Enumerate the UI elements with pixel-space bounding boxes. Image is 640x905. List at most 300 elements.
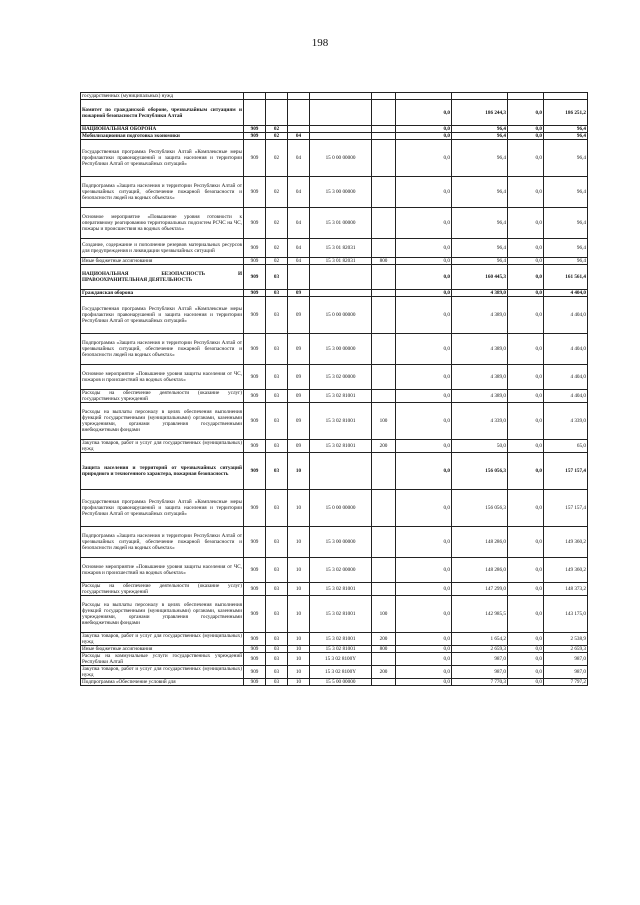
amount-cell: 4 389,0 <box>452 390 508 403</box>
target-article-code: 15 3 02 81001 <box>310 583 372 596</box>
grbs-code: 909 <box>244 646 266 653</box>
grbs-code: 909 <box>244 239 266 258</box>
amount-cell: 0,0 <box>396 440 452 453</box>
amount-cell: 0,0 <box>396 100 452 126</box>
amount-cell: 96,4 <box>452 177 508 208</box>
amount-cell: 0,0 <box>508 440 544 453</box>
amount-cell: 148 286,0 <box>452 558 508 583</box>
amount-cell: 0,0 <box>396 646 452 653</box>
target-article-code: 15 3 02 81001 <box>310 646 372 653</box>
table-row <box>81 403 588 440</box>
amount-cell: 0,0 <box>396 208 452 239</box>
amount-cell: 186 251,2 <box>544 100 588 126</box>
expense-type-code: 800 <box>372 646 396 653</box>
section-code: 03 <box>266 596 288 633</box>
amount-cell: 0,0 <box>508 297 544 334</box>
section-code: 02 <box>266 126 288 133</box>
row-name: Закупка товаров, работ и услуг для государственных (муниципальных) нужд <box>82 666 242 678</box>
amount-cell: 160 445,3 <box>452 265 508 290</box>
grbs-code: 909 <box>244 208 266 239</box>
target-article-code <box>310 100 372 126</box>
amount-cell: 156 056,3 <box>452 490 508 527</box>
expense-type-code <box>372 490 396 527</box>
row-name: Основное мероприятие «Повышение уровня защиты населения от ЧС, пожаров и происшествий на водных объектах» <box>81 365 244 390</box>
section-code: 03 <box>266 633 288 646</box>
expense-type-code <box>372 290 396 297</box>
amount-cell: 0,0 <box>508 453 544 490</box>
row-name: Подпрограмма «Защита населения и территории Республики Алтай от чрезвычайных ситуаций, обеспечение пожарной безопасности и безопасности людей на водных объектах» <box>81 177 244 208</box>
grbs-code: 909 <box>244 666 266 679</box>
amount-cell: 96,4 <box>544 126 588 133</box>
section-code: 03 <box>266 583 288 596</box>
row-name: Подпрограмма «Защита населения и территории Республики Алтай от чрезвычайных ситуаций, обеспечение пожарной безопасности и безопасности людей на водных объектах» <box>81 334 244 365</box>
section-code: 03 <box>266 666 288 679</box>
amount-cell: 0,0 <box>396 633 452 646</box>
amount-cell: 0,0 <box>508 365 544 390</box>
amount-cell: 0,0 <box>508 177 544 208</box>
subsection-code: 09 <box>288 297 310 334</box>
amount-cell: 96,4 <box>452 133 508 140</box>
amount-cell: 0,0 <box>508 679 544 686</box>
expense-type-code <box>372 208 396 239</box>
row-name: Основное мероприятие «Повышение уровня защиты населения от ЧС, пожаров и происшествий на водных объектах» <box>81 558 244 583</box>
amount-cell: 0,0 <box>396 666 452 679</box>
expense-type-code <box>372 334 396 365</box>
section-code: 03 <box>266 265 288 290</box>
grbs-code: 909 <box>244 133 266 140</box>
table-row <box>81 666 588 679</box>
amount-cell: 0,0 <box>508 527 544 558</box>
amount-cell: 0,0 <box>396 453 452 490</box>
grbs-code: 909 <box>244 596 266 633</box>
grbs-code: 909 <box>244 679 266 686</box>
row-name: Расходы на обеспечение деятельности (оказание услуг) государственных учреждений <box>82 390 242 402</box>
target-article-code <box>310 453 372 490</box>
amount-cell: 161 561,4 <box>544 265 588 290</box>
row-name: НАЦИОНАЛЬНАЯ БЕЗОПАСНОСТЬ И ПРАВООХРАНИТЕЛЬНАЯ ДЕЯТЕЛЬНОСТЬ <box>81 265 244 290</box>
amount-cell <box>544 93 588 100</box>
table-row <box>81 100 588 126</box>
table-row <box>81 490 588 527</box>
section-code: 02 <box>266 208 288 239</box>
budget-table <box>80 92 588 686</box>
section-code: 03 <box>266 390 288 403</box>
amount-cell: 149 360,2 <box>544 558 588 583</box>
subsection-code <box>288 93 310 100</box>
grbs-code: 909 <box>244 490 266 527</box>
amount-cell: 147 299,0 <box>452 583 508 596</box>
amount-cell: 4 339,0 <box>544 403 588 440</box>
amount-cell: 0,0 <box>508 583 544 596</box>
amount-cell: 96,4 <box>452 126 508 133</box>
amount-cell: 0,0 <box>508 666 544 679</box>
table-row <box>81 265 588 290</box>
amount-cell: 0,0 <box>508 265 544 290</box>
row-name: Расходы на коммунальные услуги государственных учреждений Республики Алтай <box>82 653 242 665</box>
amount-cell: 7 797,2 <box>544 679 588 686</box>
expense-type-code <box>372 100 396 126</box>
amount-cell: 149 360,2 <box>544 527 588 558</box>
amount-cell: 0,0 <box>396 133 452 140</box>
subsection-code: 10 <box>288 490 310 527</box>
table-row <box>81 208 588 239</box>
row-name: Создание, содержание и пополнение резервов материальных ресурсов для предупреждения и ликвидации чрезвычайных ситуаций <box>81 239 244 258</box>
target-article-code: 15 3 02 00000 <box>310 558 372 583</box>
table-row <box>81 297 588 334</box>
grbs-code: 909 <box>244 297 266 334</box>
amount-cell: 0,0 <box>508 290 544 297</box>
amount-cell: 0,0 <box>396 583 452 596</box>
section-code: 03 <box>266 290 288 297</box>
row-name: Гражданская оборона <box>81 290 244 297</box>
target-article-code: 15 5 00 00000 <box>310 679 372 686</box>
expense-type-code <box>372 265 396 290</box>
section-code: 03 <box>266 334 288 365</box>
grbs-code: 909 <box>244 403 266 440</box>
table-row <box>81 93 588 100</box>
row-name: Государственная программа Республики Алтай «Комплексные меры профилактики правонарушений и защита населения и территории Республики Алтай от чрезвычайных ситуаций» <box>81 297 244 334</box>
target-article-code <box>310 133 372 140</box>
grbs-code: 909 <box>244 558 266 583</box>
amount-cell: 987,0 <box>544 653 588 666</box>
amount-cell: 0,0 <box>508 140 544 177</box>
amount-cell: 142 985,5 <box>452 596 508 633</box>
section-code: 03 <box>266 653 288 666</box>
target-article-code: 15 3 01 00000 <box>310 208 372 239</box>
subsection-code <box>288 126 310 133</box>
amount-cell: 4 389,0 <box>452 297 508 334</box>
section-code: 03 <box>266 646 288 653</box>
table-row <box>81 596 588 633</box>
expense-type-code: 100 <box>372 403 396 440</box>
expense-type-code: 200 <box>372 633 396 646</box>
table-row <box>81 633 588 646</box>
target-article-code: 15 3 01 82031 <box>310 239 372 258</box>
amount-cell: 96,4 <box>544 239 588 258</box>
section-code <box>266 100 288 126</box>
target-article-code <box>310 290 372 297</box>
amount-cell: 4 404,0 <box>544 365 588 390</box>
table-row <box>81 365 588 390</box>
expense-type-code <box>372 527 396 558</box>
amount-cell: 96,4 <box>544 177 588 208</box>
subsection-code: 10 <box>288 527 310 558</box>
target-article-code: 15 3 02 8100Y <box>310 666 372 679</box>
amount-cell: 0,0 <box>396 265 452 290</box>
amount-cell: 2 659,3 <box>452 646 508 653</box>
target-article-code: 15 3 00 00000 <box>310 527 372 558</box>
section-code: 02 <box>266 177 288 208</box>
amount-cell: 0,0 <box>396 334 452 365</box>
expense-type-code <box>372 140 396 177</box>
table-row <box>81 653 588 666</box>
subsection-code: 04 <box>288 208 310 239</box>
table-row <box>81 558 588 583</box>
expense-type-code: 100 <box>372 596 396 633</box>
table-row <box>81 679 588 686</box>
section-code: 03 <box>266 365 288 390</box>
amount-cell: 0,0 <box>508 646 544 653</box>
row-name: Расходы на выплаты персоналу в целях обеспечения выполнения функций государственными (муниципальными) органами, казенными учреждениями, органами управления государственными внебюджетными фондами <box>81 596 244 633</box>
table-body <box>81 93 588 686</box>
amount-cell: 0,0 <box>508 133 544 140</box>
subsection-code: 10 <box>288 583 310 596</box>
amount-cell: 987,0 <box>452 653 508 666</box>
subsection-code: 09 <box>288 390 310 403</box>
amount-cell: 0,0 <box>396 365 452 390</box>
subsection-code: 10 <box>288 453 310 490</box>
amount-cell: 65,0 <box>544 440 588 453</box>
target-article-code: 15 3 02 8100Y <box>310 653 372 666</box>
subsection-code: 10 <box>288 596 310 633</box>
amount-cell <box>452 93 508 100</box>
grbs-code <box>244 100 266 126</box>
row-name: Расходы на выплаты персоналу в целях обеспечения выполнения функций государственными (муниципальными) органами, казенными учреждениями, органами управления государственными внебюджетными фондами <box>81 403 244 440</box>
subsection-code <box>288 100 310 126</box>
amount-cell: 148 286,0 <box>452 527 508 558</box>
target-article-code: 15 3 02 81001 <box>310 633 372 646</box>
amount-cell: 4 389,0 <box>452 334 508 365</box>
target-article-code: 15 3 00 00000 <box>310 177 372 208</box>
expense-type-code <box>372 583 396 596</box>
amount-cell: 50,0 <box>452 440 508 453</box>
amount-cell: 4 389,0 <box>452 365 508 390</box>
amount-cell: 0,0 <box>508 390 544 403</box>
row-name: Расходы на обеспечение деятельности (оказание услуг) государственных учреждений <box>82 583 242 595</box>
amount-cell: 96,4 <box>544 258 588 265</box>
row-name: Основное мероприятие «Повышение уровня готовности к оперативному реагированию территориальных подсистем РСЧС на ЧС, пожары и происшествия на водных объектах» <box>81 208 244 239</box>
table-row <box>81 440 588 453</box>
amount-cell: 0,0 <box>508 126 544 133</box>
amount-cell: 987,0 <box>452 666 508 679</box>
grbs-code: 909 <box>244 390 266 403</box>
subsection-code: 10 <box>288 646 310 653</box>
row-name: Закупка товаров, работ и услуг для государственных (муниципальных) нужд <box>82 633 242 645</box>
amount-cell: 0,0 <box>396 126 452 133</box>
target-article-code: 15 0 00 00000 <box>310 140 372 177</box>
table-row <box>81 126 588 133</box>
amount-cell: 0,0 <box>396 239 452 258</box>
target-article-code: 15 3 00 00000 <box>310 334 372 365</box>
row-name: Иные бюджетные ассигнования <box>81 646 244 653</box>
amount-cell: 2 659,3 <box>544 646 588 653</box>
subsection-code: 04 <box>288 258 310 265</box>
grbs-code: 909 <box>244 653 266 666</box>
amount-cell: 96,4 <box>544 133 588 140</box>
amount-cell: 0,0 <box>396 290 452 297</box>
amount-cell: 2 538,9 <box>544 633 588 646</box>
table-row <box>81 583 588 596</box>
expense-type-code <box>372 679 396 686</box>
row-name: Мобилизационная подготовка экономики <box>81 133 244 140</box>
amount-cell: 4 404,0 <box>544 290 588 297</box>
expense-type-code <box>372 126 396 133</box>
target-article-code <box>310 93 372 100</box>
amount-cell: 157 157,4 <box>544 453 588 490</box>
target-article-code: 15 3 02 81001 <box>310 390 372 403</box>
subsection-code: 04 <box>288 239 310 258</box>
amount-cell: 0,0 <box>396 297 452 334</box>
target-article-code: 15 3 02 81001 <box>310 596 372 633</box>
amount-cell: 0,0 <box>396 653 452 666</box>
section-code: 03 <box>266 527 288 558</box>
subsection-code: 09 <box>288 403 310 440</box>
subsection-code: 10 <box>288 633 310 646</box>
table-row <box>81 290 588 297</box>
row-name: Подпрограмма «Обеспечение условий для <box>81 679 244 686</box>
amount-cell: 96,4 <box>544 140 588 177</box>
amount-cell: 0,0 <box>396 140 452 177</box>
amount-cell: 987,0 <box>544 666 588 679</box>
table-row <box>81 133 588 140</box>
row-name: Комитет по гражданской обороне, чрезвычайным ситуациям и пожарной безопасности Республики Алтай <box>81 100 244 126</box>
amount-cell: 96,4 <box>452 208 508 239</box>
grbs-code: 909 <box>244 126 266 133</box>
grbs-code: 909 <box>244 334 266 365</box>
amount-cell: 143 175,0 <box>544 596 588 633</box>
expense-type-code <box>372 297 396 334</box>
grbs-code <box>244 93 266 100</box>
section-code: 03 <box>266 403 288 440</box>
grbs-code: 909 <box>244 453 266 490</box>
amount-cell: 7 770,3 <box>452 679 508 686</box>
grbs-code: 909 <box>244 583 266 596</box>
section-code: 03 <box>266 679 288 686</box>
row-name: Подпрограмма «Защита населения и территории Республики Алтай от чрезвычайных ситуаций, обеспечение пожарной безопасности и безопасности людей на водных объектах» <box>81 527 244 558</box>
amount-cell: 0,0 <box>508 208 544 239</box>
amount-cell: 0,0 <box>396 558 452 583</box>
amount-cell: 0,0 <box>508 633 544 646</box>
amount-cell: 0,0 <box>508 239 544 258</box>
grbs-code: 909 <box>244 365 266 390</box>
target-article-code <box>310 126 372 133</box>
grbs-code: 909 <box>244 440 266 453</box>
row-name: Закупка товаров, работ и услуг для государственных (муниципальных) нужд <box>82 440 242 452</box>
subsection-code: 09 <box>288 440 310 453</box>
amount-cell: 0,0 <box>508 558 544 583</box>
amount-cell: 0,0 <box>508 334 544 365</box>
expense-type-code <box>372 133 396 140</box>
amount-cell: 4 339,0 <box>452 403 508 440</box>
amount-cell: 96,4 <box>544 208 588 239</box>
amount-cell: 96,4 <box>452 239 508 258</box>
amount-cell: 1 654,2 <box>452 633 508 646</box>
amount-cell <box>508 93 544 100</box>
amount-cell: 0,0 <box>396 490 452 527</box>
section-code <box>266 93 288 100</box>
target-article-code: 15 3 02 00000 <box>310 365 372 390</box>
target-article-code: 15 0 00 00000 <box>310 490 372 527</box>
expense-type-code <box>372 93 396 100</box>
target-article-code <box>310 265 372 290</box>
target-article-code: 15 3 01 82031 <box>310 258 372 265</box>
table-row <box>81 527 588 558</box>
section-code: 02 <box>266 133 288 140</box>
table-row <box>81 453 588 490</box>
subsection-code: 04 <box>288 133 310 140</box>
expense-type-code <box>372 239 396 258</box>
amount-cell: 156 056,3 <box>452 453 508 490</box>
amount-cell: 0,0 <box>396 390 452 403</box>
subsection-code: 04 <box>288 140 310 177</box>
grbs-code: 909 <box>244 177 266 208</box>
amount-cell: 0,0 <box>396 527 452 558</box>
subsection-code: 10 <box>288 666 310 679</box>
amount-cell: 4 404,0 <box>544 334 588 365</box>
subsection-code: 10 <box>288 558 310 583</box>
section-code: 03 <box>266 440 288 453</box>
row-name: Государственная программа Республики Алтай «Комплексные меры профилактики правонарушений и защита населения и территории Республики Алтай от чрезвычайных ситуаций» <box>81 490 244 527</box>
amount-cell: 186 244,3 <box>452 100 508 126</box>
amount-cell: 0,0 <box>508 596 544 633</box>
amount-cell: 0,0 <box>508 100 544 126</box>
amount-cell: 0,0 <box>396 403 452 440</box>
amount-cell: 0,0 <box>508 258 544 265</box>
amount-cell: 0,0 <box>396 596 452 633</box>
expense-type-code <box>372 177 396 208</box>
row-name: Государственная программа Республики Алтай «Комплексные меры профилактики правонарушений и защита населения и территории Республики Алтай от чрезвычайных ситуаций» <box>81 140 244 177</box>
expense-type-code: 200 <box>372 666 396 679</box>
amount-cell: 4 404,0 <box>544 297 588 334</box>
amount-cell: 4 404,0 <box>544 390 588 403</box>
target-article-code: 15 0 00 00000 <box>310 297 372 334</box>
table-row <box>81 140 588 177</box>
subsection-code: 04 <box>288 177 310 208</box>
amount-cell <box>396 93 452 100</box>
grbs-code: 909 <box>244 140 266 177</box>
grbs-code: 909 <box>244 633 266 646</box>
subsection-code <box>288 265 310 290</box>
subsection-code: 09 <box>288 334 310 365</box>
expense-type-code <box>372 365 396 390</box>
expense-type-code: 800 <box>372 258 396 265</box>
row-name: Защита населения и территорий от чрезвычайных ситуаций природного и техногенного характера, пожарная безопасность <box>81 453 244 490</box>
amount-cell: 0,0 <box>508 490 544 527</box>
table-row <box>81 177 588 208</box>
table-row <box>81 239 588 258</box>
row-name: Иные бюджетные ассигнования <box>81 258 244 265</box>
section-code: 03 <box>266 297 288 334</box>
section-code: 03 <box>266 558 288 583</box>
expense-type-code <box>372 390 396 403</box>
table-row <box>81 258 588 265</box>
table-row <box>81 334 588 365</box>
subsection-code: 09 <box>288 365 310 390</box>
subsection-code: 10 <box>288 653 310 666</box>
expense-type-code <box>372 558 396 583</box>
row-name: государственных (муниципальных) нужд <box>81 93 244 100</box>
subsection-code: 10 <box>288 679 310 686</box>
amount-cell: 157 157,4 <box>544 490 588 527</box>
expense-type-code <box>372 453 396 490</box>
table-row <box>81 390 588 403</box>
expense-type-code <box>372 653 396 666</box>
section-code: 02 <box>266 239 288 258</box>
target-article-code: 15 3 02 81001 <box>310 403 372 440</box>
subsection-code: 09 <box>288 290 310 297</box>
amount-cell: 0,0 <box>508 653 544 666</box>
amount-cell: 0,0 <box>396 177 452 208</box>
page-number: 198 <box>311 37 329 49</box>
expense-type-code: 200 <box>372 440 396 453</box>
amount-cell: 4 389,0 <box>452 290 508 297</box>
section-code: 02 <box>266 140 288 177</box>
grbs-code: 909 <box>244 258 266 265</box>
amount-cell: 96,4 <box>452 258 508 265</box>
table-row <box>81 646 588 653</box>
grbs-code: 909 <box>244 265 266 290</box>
section-code: 03 <box>266 453 288 490</box>
